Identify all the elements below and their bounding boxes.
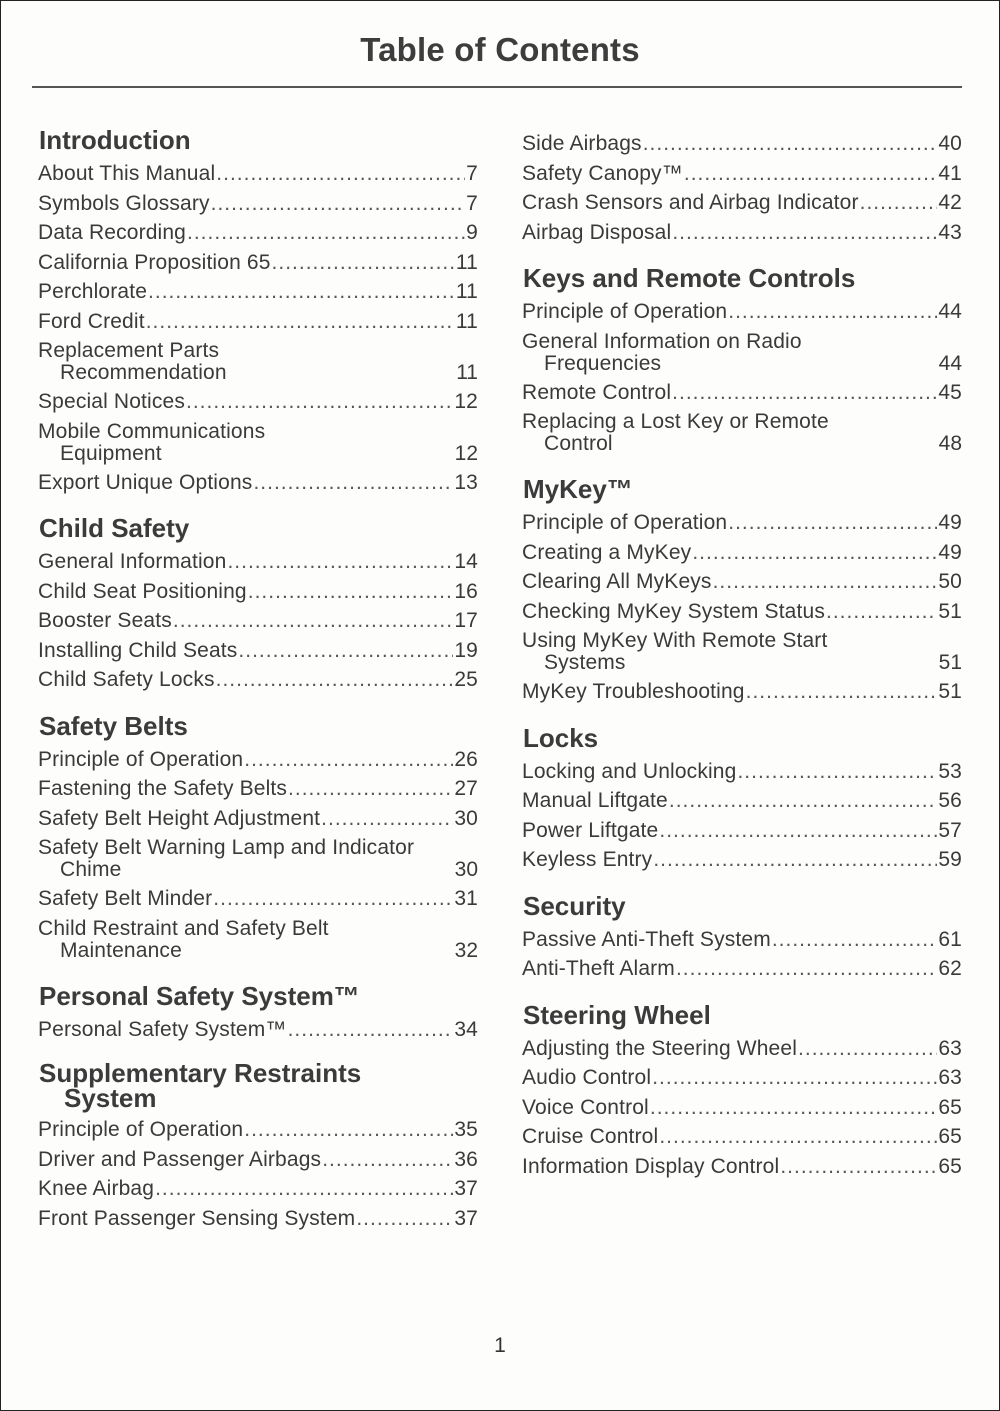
toc-section-security (522, 892, 962, 984)
toc-entry-line2 (38, 940, 478, 962)
toc-entry[interactable] (522, 786, 962, 816)
toc-entry-page: 45 (938, 380, 962, 404)
toc-entry[interactable] (522, 407, 962, 458)
dot-leader (826, 597, 937, 627)
toc-entry-page: 34 (454, 1017, 478, 1041)
title-divider (32, 86, 962, 88)
dot-leader (728, 508, 937, 538)
dot-leader (737, 757, 937, 787)
toc-entry-page: 43 (938, 220, 962, 244)
dot-leader (672, 218, 937, 248)
toc-entry-page: 37 (454, 1177, 478, 1200)
toc-entry-label-cont: Equipment (60, 441, 162, 465)
toc-entry-page: 11 (456, 361, 478, 384)
section-heading (38, 982, 478, 1011)
toc-entry-label: Fastening the Safety Belts (38, 777, 288, 800)
toc-entry-label: Using MyKey With Remote Start (522, 629, 828, 652)
toc-entry-label: Airbag Disposal (522, 220, 672, 244)
section-heading-text: Child Safety (39, 513, 190, 543)
toc-entry-label: Principle of Operation (522, 511, 728, 534)
dot-leader (213, 884, 453, 914)
toc-entry-page: 65 (938, 1154, 962, 1178)
toc-entry-label: Installing Child Seats (38, 638, 238, 662)
toc-entry[interactable] (38, 218, 478, 248)
toc-entry-line2 (38, 362, 478, 384)
toc-entry-line2 (38, 859, 478, 881)
toc-entry[interactable] (522, 159, 962, 189)
toc-entry[interactable] (522, 954, 962, 984)
dot-leader (248, 577, 454, 607)
toc-entry[interactable] (38, 1115, 478, 1145)
toc-entry-page: 44 (938, 351, 962, 375)
toc-entry-page: 12 (454, 441, 478, 465)
toc-entry-page: 51 (938, 651, 962, 674)
section-heading (38, 1058, 478, 1113)
toc-entry[interactable] (38, 606, 478, 636)
toc-section-continued (522, 129, 962, 247)
section-heading-text: Steering Wheel (523, 999, 711, 1030)
toc-section-child-safety (38, 514, 478, 695)
toc-entry[interactable] (38, 277, 478, 307)
dot-leader (227, 547, 453, 577)
toc-entry-label: Child Seat Positioning (38, 579, 247, 603)
toc-entry-label-cont: Maintenance (60, 938, 182, 962)
toc-entry-label: Replacement Parts (38, 339, 220, 362)
toc-section-personal-safety-system (38, 982, 478, 1045)
toc-entry[interactable] (38, 636, 478, 666)
section-heading (38, 712, 478, 741)
dot-leader (272, 248, 455, 278)
toc-entry[interactable] (522, 677, 962, 707)
toc-entry[interactable] (522, 816, 962, 846)
toc-entry-page: 19 (454, 638, 478, 662)
toc-entry-page: 65 (938, 1125, 962, 1148)
toc-entry-label: Crash Sensors and Airbag Indicator (522, 191, 859, 214)
toc-entry[interactable] (38, 804, 478, 834)
toc-entry[interactable] (38, 774, 478, 804)
toc-entry-label: Anti-Theft Alarm (522, 957, 675, 980)
toc-entry-label: Export Unique Options (38, 470, 253, 494)
toc-entry-label: Cruise Control (522, 1125, 659, 1148)
toc-entry[interactable] (522, 757, 962, 787)
toc-entry-label: Ford Credit (38, 309, 145, 333)
toc-entry-label-cont: Recommendation (60, 361, 227, 384)
dot-leader (253, 468, 453, 498)
dot-leader (652, 1063, 937, 1093)
dot-leader (216, 665, 454, 695)
section-heading-text-cont: System (64, 1083, 157, 1113)
dot-leader (676, 954, 937, 984)
toc-entry[interactable] (38, 914, 478, 965)
dot-leader (650, 1093, 937, 1123)
toc-entry-page: 42 (938, 191, 962, 214)
toc-entry-label: Clearing All MyKeys (522, 570, 712, 593)
toc-entry-page: 32 (454, 938, 478, 962)
dot-leader (148, 277, 455, 307)
toc-entry-page: 17 (454, 609, 478, 632)
dot-leader (798, 1034, 937, 1064)
dot-leader (643, 129, 938, 159)
toc-entry-label: California Proposition 65 (38, 250, 271, 274)
toc-entry-line2 (522, 353, 962, 375)
toc-section-locks (522, 724, 962, 875)
dot-leader (321, 804, 453, 834)
toc-entry-page: 50 (938, 570, 962, 593)
toc-entry-page: 48 (938, 432, 962, 455)
section-heading-text: Locks (523, 722, 599, 753)
dot-leader (211, 189, 466, 219)
section-heading (522, 892, 962, 921)
toc-entry-label: Manual Liftgate (522, 789, 668, 812)
toc-entry[interactable] (522, 1152, 962, 1182)
toc-entry-label: Driver and Passenger Airbags (38, 1147, 322, 1171)
toc-entry[interactable] (522, 626, 962, 677)
toc-entry-page: 12 (454, 390, 478, 413)
toc-entry-label: About This Manual (38, 162, 216, 185)
page-title: Table of Contents (360, 31, 640, 68)
toc-entry-page: 49 (938, 511, 962, 534)
toc-entry-page: 63 (938, 1036, 962, 1060)
toc-entry-label-cont: Chime (60, 858, 122, 881)
toc-entry[interactable] (522, 1063, 962, 1093)
toc-entry[interactable] (522, 297, 962, 327)
toc-entry-label-cont: Systems (544, 651, 626, 674)
toc-entry-page: 31 (454, 887, 478, 910)
section-heading (522, 475, 962, 504)
toc-entry-label: Keyless Entry (522, 848, 653, 871)
toc-entry[interactable] (38, 336, 478, 387)
toc-entry-page: 35 (454, 1118, 478, 1141)
toc-entry-label: Remote Control (522, 380, 672, 404)
toc-entry-page: 53 (938, 759, 962, 783)
toc-entry-line2 (522, 433, 962, 455)
page-number: 1 (494, 1334, 506, 1357)
dot-leader (669, 786, 937, 816)
dot-leader (187, 218, 465, 248)
toc-entry-page: 11 (455, 309, 478, 333)
toc-entry-page: 14 (454, 550, 478, 573)
toc-entry-label: Audio Control (522, 1066, 652, 1089)
toc-entry-page: 30 (454, 806, 478, 830)
section-heading (38, 514, 478, 543)
toc-entry-page: 49 (938, 540, 962, 564)
dot-leader (322, 1145, 453, 1175)
toc-entry-label: Safety Belt Height Adjustment (38, 806, 321, 830)
dot-leader (216, 159, 465, 189)
toc-entry-label: Child Restraint and Safety Belt (38, 916, 329, 940)
toc-entry[interactable] (38, 577, 478, 607)
toc-entry-page: 30 (454, 858, 478, 881)
toc-entry-label: Personal Safety System™ (38, 1017, 287, 1041)
toc-entry-page: 7 (466, 162, 478, 185)
toc-entry-page: 56 (938, 789, 962, 812)
toc-entry-label: Knee Airbag (38, 1177, 155, 1200)
toc-entry[interactable] (38, 387, 478, 417)
section-heading (522, 264, 962, 293)
toc-entry-label: General Information on Radio (522, 329, 802, 353)
toc-entry-label: Passive Anti-Theft System (522, 927, 771, 951)
left-column (38, 126, 478, 1250)
toc-entry-page: 25 (454, 668, 478, 691)
toc-entry[interactable] (38, 1145, 478, 1175)
toc-entry-label: Checking MyKey System Status (522, 599, 825, 623)
toc-entry[interactable] (38, 547, 478, 577)
section-heading (522, 1001, 962, 1030)
toc-entry-label: Safety Canopy™ (522, 161, 683, 185)
dot-leader (146, 307, 455, 337)
section-heading-text: Security (523, 890, 626, 921)
toc-entry-page: 59 (938, 848, 962, 871)
toc-entry[interactable] (38, 833, 478, 884)
toc-entry-label: MyKey Troubleshooting (522, 680, 745, 703)
dot-leader (684, 159, 937, 189)
dot-leader (244, 745, 453, 775)
toc-entry-label: Principle of Operation (522, 300, 728, 323)
toc-section-introduction (38, 126, 478, 497)
toc-entry-page: 13 (454, 470, 478, 494)
toc-entry-page: 37 (454, 1206, 478, 1230)
toc-entry[interactable] (38, 1015, 478, 1045)
toc-entry[interactable] (522, 925, 962, 955)
section-heading-text: Safety Belts (39, 710, 188, 741)
toc-section-keys-and-remote-controls (522, 264, 962, 458)
toc-entry[interactable] (522, 218, 962, 248)
toc-entry-label: Locking and Unlocking (522, 759, 737, 783)
toc-entry[interactable] (522, 597, 962, 627)
toc-entry-label: Mobile Communications (38, 419, 266, 443)
dot-leader (659, 1122, 937, 1152)
toc-entry[interactable] (522, 508, 962, 538)
toc-entry-label: Power Liftgate (522, 818, 659, 842)
toc-entry-page: 11 (455, 280, 478, 303)
section-heading (38, 126, 478, 155)
toc-entry-label: Data Recording (38, 221, 187, 244)
section-heading-text: MyKey™ (523, 474, 633, 504)
toc-entry-line2 (522, 652, 962, 674)
toc-entry-page: 44 (938, 300, 962, 323)
toc-entry-label: Adjusting the Steering Wheel (522, 1036, 798, 1060)
dot-leader (288, 774, 453, 804)
toc-entry[interactable] (38, 417, 478, 468)
dot-leader (860, 188, 938, 218)
toc-entry[interactable] (38, 248, 478, 278)
toc-entry-page: 40 (938, 132, 962, 155)
toc-entry-page: 65 (938, 1095, 962, 1119)
section-heading (522, 724, 962, 753)
toc-entry[interactable] (38, 665, 478, 695)
toc-entry[interactable] (38, 1174, 478, 1204)
toc-entry[interactable] (522, 567, 962, 597)
toc-entry-label: Principle of Operation (38, 747, 244, 771)
toc-entry-label: Symbols Glossary (38, 191, 210, 215)
toc-entry-label: Voice Control (522, 1095, 649, 1119)
toc-entry-page: 57 (938, 818, 962, 842)
dot-leader (780, 1152, 937, 1182)
toc-entry-page: 7 (466, 191, 478, 215)
dot-leader (186, 387, 453, 417)
toc-entry-page: 41 (938, 161, 962, 185)
toc-entry[interactable] (522, 845, 962, 875)
toc-entry-label: Booster Seats (38, 609, 172, 632)
toc-section-mykey (522, 475, 962, 707)
toc-entry-label-cont: Frequencies (544, 351, 662, 375)
toc-entry[interactable] (522, 327, 962, 378)
dot-leader (173, 606, 453, 636)
toc-entry-label: Perchlorate (38, 280, 148, 303)
section-heading-text: Supplementary Restraints (39, 1058, 362, 1088)
dot-leader (672, 378, 937, 408)
toc-entry[interactable] (38, 1204, 478, 1234)
toc-entry-label: Special Notices (38, 390, 185, 413)
toc-entry-page: 9 (466, 221, 478, 244)
toc-entry-label: Safety Belt Minder (38, 887, 213, 910)
toc-entry[interactable] (522, 538, 962, 568)
toc-entry-label: Information Display Control (522, 1154, 780, 1178)
dot-leader (728, 297, 937, 327)
toc-entry-label: General Information (38, 550, 227, 573)
toc-entry[interactable] (522, 1122, 962, 1152)
toc-entry-label: Child Safety Locks (38, 668, 215, 691)
dot-leader (155, 1174, 453, 1204)
toc-section-supplementary-restraints (38, 1058, 478, 1233)
toc-entry[interactable] (38, 468, 478, 498)
toc-entry-page: 16 (454, 579, 478, 603)
dot-leader (244, 1115, 453, 1145)
toc-entry-label: Creating a MyKey (522, 540, 692, 564)
toc-entry[interactable] (38, 307, 478, 337)
toc-entry-label: Side Airbags (522, 132, 642, 155)
dot-leader (692, 538, 937, 568)
toc-entry-page: 27 (454, 777, 478, 800)
toc-entry-label: Principle of Operation (38, 1118, 244, 1141)
toc-entry[interactable] (522, 129, 962, 159)
dot-leader (356, 1204, 453, 1234)
toc-entry-page: 51 (938, 599, 962, 623)
toc-entry[interactable] (522, 1093, 962, 1123)
toc-section-safety-belts (38, 712, 478, 965)
toc-entry-page: 11 (455, 250, 478, 274)
toc-entry-label: Safety Belt Warning Lamp and Indicator (38, 836, 415, 859)
toc-entry[interactable] (522, 378, 962, 408)
toc-entry[interactable] (38, 189, 478, 219)
toc-entry-page: 62 (938, 957, 962, 980)
toc-entry-line2 (38, 443, 478, 465)
dot-leader (713, 567, 938, 597)
toc-entry[interactable] (38, 159, 478, 189)
section-heading-text: Introduction (39, 125, 191, 155)
toc-entry-page: 61 (938, 927, 962, 951)
section-heading-text: Keys and Remote Controls (523, 263, 856, 293)
dot-leader (238, 636, 453, 666)
toc-entry-page: 63 (938, 1066, 962, 1089)
toc-entry-page: 36 (454, 1147, 478, 1171)
toc-entry-label-cont: Control (544, 432, 613, 455)
section-heading-text: Personal Safety System™ (39, 980, 360, 1011)
toc-entry-page: 51 (938, 680, 962, 703)
dot-leader (288, 1015, 454, 1045)
toc-entry-page: 26 (454, 747, 478, 771)
dot-leader (772, 925, 937, 955)
toc-section-steering-wheel (522, 1001, 962, 1182)
toc-entry[interactable] (522, 1034, 962, 1064)
toc-entry-label: Front Passenger Sensing System (38, 1206, 356, 1230)
dot-leader (659, 816, 937, 846)
toc-entry-label: Replacing a Lost Key or Remote (522, 410, 829, 433)
toc-entry[interactable] (38, 884, 478, 914)
right-column (522, 129, 962, 1198)
toc-entry[interactable] (522, 188, 962, 218)
dot-leader (653, 845, 937, 875)
dot-leader (746, 677, 938, 707)
toc-entry[interactable] (38, 745, 478, 775)
